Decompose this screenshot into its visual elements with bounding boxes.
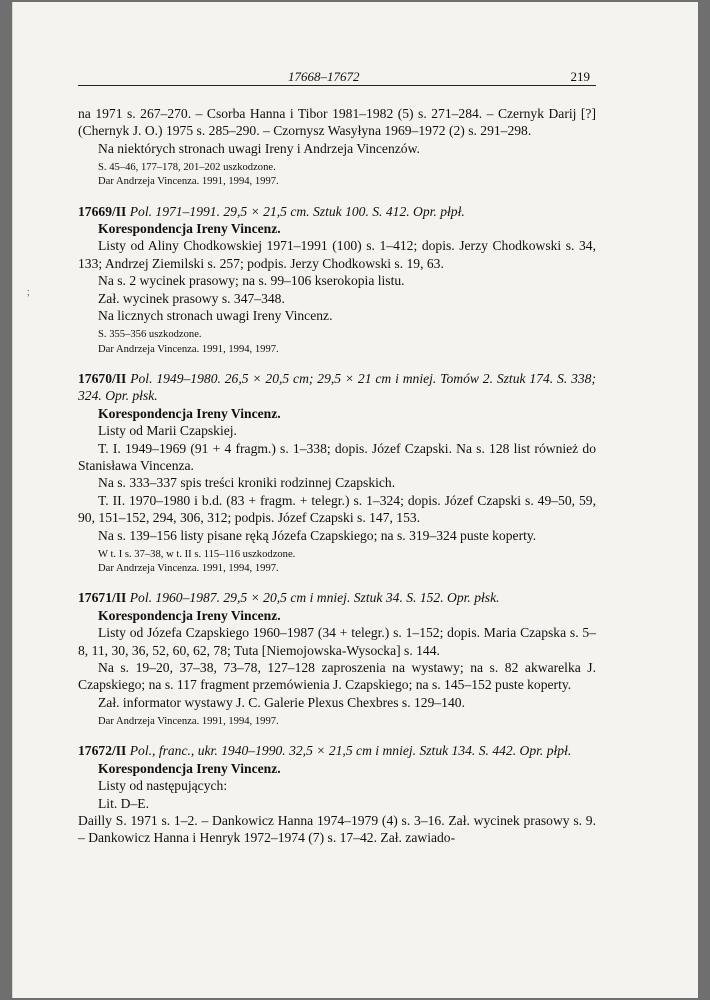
running-title: 17668–17672 (288, 69, 360, 84)
body-paragraph: T. I. 1949–1969 (91 + 4 fragm.) s. 1–338; dopis. Józef Czapski. Na s. 128 list również do Stanisława Vincenza. (78, 440, 596, 473)
small-note: S. 45–46, 177–178, 201–202 uszkodzone. (98, 162, 276, 174)
body-paragraph: Listy od Józefa Czapskiego 1960–1987 (34 + telegr.) s. 1–152; dopis. Maria Czapska s. 5–8, 11, 30, 36, 52, 60, 62, 78; Tuta [Niemojowska-Wysocka] s. 144. (78, 625, 596, 658)
signature-number: 17670/II (78, 370, 127, 386)
entry-heading (78, 203, 596, 220)
body-paragraph: Na s. 333–337 spis treści kroniki rodzinnej Czapskich. (98, 475, 396, 491)
page-content (78, 65, 596, 847)
body-paragraph: Na s. 19–20, 37–38, 73–78, 127–128 zaproszenia na wystawy; na s. 82 akwarelka J. Czapskiego; na s. 117 fragment przemówienia J. Czapskiego; na s. 145–152 puste koperty. (78, 659, 596, 693)
collection-title: Korespondencja Ireny Vincenz. (98, 221, 281, 237)
entry-heading (78, 589, 596, 606)
small-note: Dar Andrzeja Vincenza. 1991, 1994, 1997. (98, 716, 279, 728)
signature-number: 17669/II (78, 203, 127, 219)
body-paragraph: Listy od następujących: (98, 778, 228, 794)
body-paragraph: T. II. 1970–1980 i b.d. (83 + fragm. + telegr.) s. 1–324; dopis. Józef Czapski s. 49–50, 59, 90, 151–152, 294, 306, 312; podpis. Józef Czapski s. 147, 153. (78, 492, 596, 526)
margin-mark: ; (27, 287, 30, 298)
physical-description: Pol., franc., ukr. 1940–1990. 32,5 × 21,5 cm i mniej. Sztuk 134. S. 442. Opr. płpł. (126, 743, 572, 759)
body-paragraph: Listy od Marii Czapskiej. (98, 423, 237, 439)
physical-description: Pol. 1949–1980. 26,5 × 20,5 cm; 29,5 × 21 cm i mniej. Tomów 2. Sztuk 174. S. 338; 324. Opr. płsk. (78, 370, 596, 404)
small-note: Dar Andrzeja Vincenza. 1991, 1994, 1997. (98, 563, 279, 575)
page-header (78, 65, 596, 86)
signature-number: 17671/II (78, 590, 127, 606)
body-paragraph: Zał. wycinek prasowy s. 347–348. (98, 290, 285, 306)
collection-title: Korespondencja Ireny Vincenz. (98, 760, 281, 776)
small-note: Dar Andrzeja Vincenza. 1991, 1994, 1997. (98, 343, 279, 355)
body-paragraph: Na licznych stronach uwagi Ireny Vincenz. (98, 308, 333, 324)
collection-title: Korespondencja Ireny Vincenz. (98, 607, 281, 623)
small-note: S. 355–356 uszkodzone. (98, 329, 202, 341)
body-paragraph: Listy od Aliny Chodkowskiej 1971–1991 (100) s. 1–412; dopis. Jerzy Chodkowski s. 34, 133; Andrzej Ziemilski s. 257; podpis. Jerzy Chodkowski s. 19, 63. (78, 238, 596, 271)
collection-title: Korespondencja Ireny Vincenz. (98, 405, 281, 421)
body-paragraph: Zał. informator wystawy J. C. Galerie Plexus Chexbres s. 129–140. (98, 694, 465, 710)
document-page (12, 2, 698, 998)
entry-heading (78, 370, 596, 405)
small-note: Dar Andrzeja Vincenza. 1991, 1994, 1997. (98, 176, 279, 188)
page-number: 219 (570, 69, 590, 84)
body-paragraph: Dailly S. 1971 s. 1–2. – Dankowicz Hanna 1974–1979 (4) s. 3–16. Zał. wycinek prasowy s. 9. – Dankowicz Hanna i Henryk 1972–1974 (7) s. 17–42. Zał. zawiado- (78, 813, 596, 846)
entry-heading (78, 742, 596, 759)
body-paragraph: Na s. 2 wycinek prasowy; na s. 99–106 kserokopia listu. (98, 273, 405, 289)
body-paragraph: Na niektórych stronach uwagi Ireny i Andrzeja Vincenzów. (98, 140, 420, 156)
physical-description: Pol. 1971–1991. 29,5 × 21,5 cm. Sztuk 100. S. 412. Opr. płpł. (126, 203, 465, 219)
small-note: W t. I s. 37–38, w t. II s. 115–116 uszkodzone. (98, 548, 296, 560)
catalog-entries (78, 105, 596, 847)
body-paragraph: Lit. D–E. (98, 795, 149, 811)
physical-description: Pol. 1960–1987. 29,5 × 20,5 cm i mniej. Sztuk 34. S. 152. Opr. płsk. (126, 590, 500, 606)
signature-number: 17672/II (78, 743, 127, 759)
body-paragraph: na 1971 s. 267–270. – Csorba Hanna i Tibor 1981–1982 (5) s. 271–284. – Czernyk Darij [?] (Chernyk J. O.) 1975 s. 285–290. – Czornysz Wasyłyna 1969–1972 (2) s. 291–298. (78, 106, 596, 139)
body-paragraph: Na s. 139–156 listy pisane ręką Józefa Czapskiego; na s. 319–324 puste koperty. (98, 527, 537, 543)
